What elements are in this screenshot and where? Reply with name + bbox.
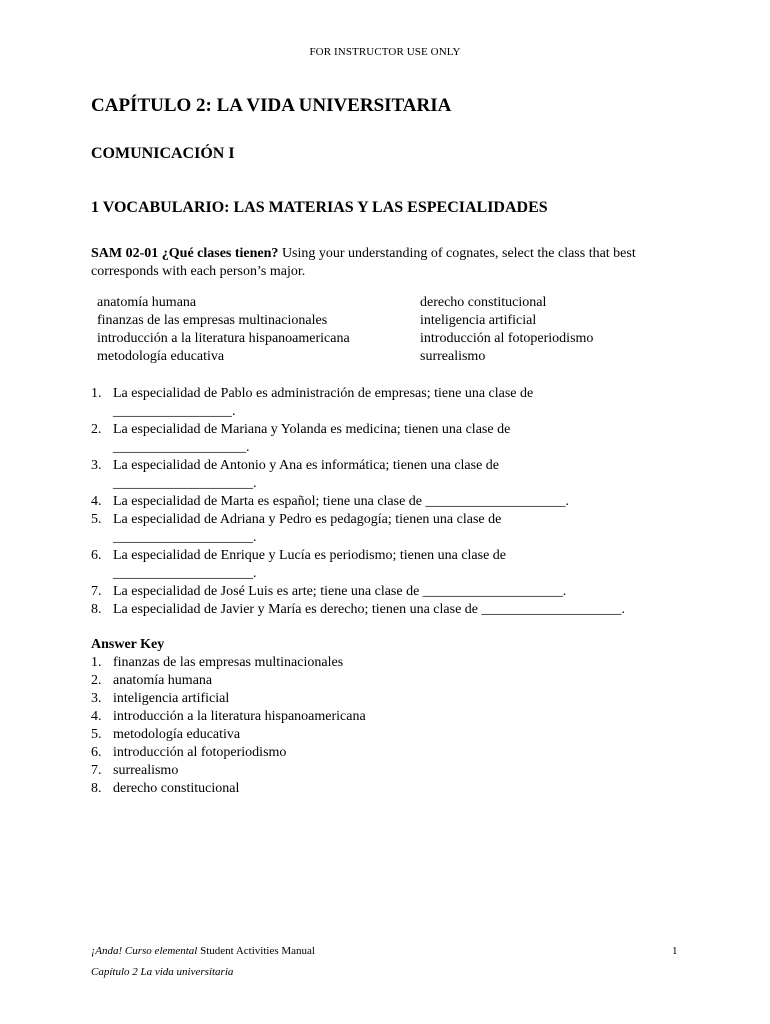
question-item <box>91 457 691 493</box>
question-text: La especialidad de Adriana y Pedro es pedagogía; tienen una clase de <box>113 512 502 527</box>
question-item <box>91 601 691 619</box>
word-bank-left-column <box>97 294 350 366</box>
question-item <box>91 547 691 583</box>
answer-text: finanzas de las empresas multinacionales <box>113 655 344 670</box>
answer-number: 4. <box>91 709 102 724</box>
question-number: 4. <box>91 494 102 509</box>
answer-number: 5. <box>91 727 102 742</box>
instructor-note: FOR INSTRUCTOR USE ONLY <box>309 46 461 58</box>
question-number: 3. <box>91 458 102 473</box>
answer-key <box>91 636 366 798</box>
question-item <box>91 421 691 457</box>
section-title: COMUNICACIÓN I <box>91 145 235 162</box>
footer-book-title <box>91 944 315 958</box>
answer-text: surrealismo <box>113 763 179 778</box>
answer-blank[interactable]: ____________________. <box>113 530 257 545</box>
answer-blank[interactable]: ___________________. <box>113 440 250 455</box>
answer-item <box>91 672 366 690</box>
question-text: La especialidad de Antonio y Ana es informática; tienen una clase de <box>113 458 500 473</box>
question-number: 1. <box>91 386 102 401</box>
word-bank-item: introducción al fotoperiodismo <box>420 331 594 346</box>
chapter-title: CAPÍTULO 2: LA VIDA UNIVERSITARIA <box>91 95 452 116</box>
answer-number: 2. <box>91 673 102 688</box>
answer-blank[interactable]: ____________________. <box>113 566 257 581</box>
answer-blank[interactable]: ____________________. <box>113 476 257 491</box>
answer-item <box>91 726 366 744</box>
word-bank-item: finanzas de las empresas multinacionales <box>97 313 328 328</box>
answer-number: 3. <box>91 691 102 706</box>
question-number: 7. <box>91 584 102 599</box>
question-list <box>91 385 691 619</box>
word-bank-item: introducción a la literatura hispanoamericana <box>97 331 350 346</box>
word-bank-right-column <box>420 294 593 366</box>
exercise-label: SAM 02-01 ¿Qué clases tienen? <box>91 246 279 261</box>
page-number: 1 <box>672 945 678 957</box>
question-number: 2. <box>91 422 102 437</box>
answer-item <box>91 690 366 708</box>
question-text[interactable]: La especialidad de Marta es español; tiene una clase de ____________________. <box>113 494 570 509</box>
answer-text: metodología educativa <box>113 727 241 742</box>
question-item <box>91 385 691 421</box>
answer-number: 1. <box>91 655 102 670</box>
answer-text: introducción a la literatura hispanoamericana <box>113 709 366 724</box>
answer-text: inteligencia artificial <box>113 691 230 706</box>
answer-text: introducción al fotoperiodismo <box>113 745 287 760</box>
question-number: 5. <box>91 512 102 527</box>
answer-number: 8. <box>91 781 102 796</box>
answer-number: 6. <box>91 745 102 760</box>
question-item <box>91 493 691 511</box>
question-item <box>91 511 691 547</box>
word-bank-item: inteligencia artificial <box>420 313 537 328</box>
footer-book-suffix: Student Activities Manual <box>197 945 315 957</box>
exercise-instructions <box>91 245 681 281</box>
answer-text: anatomía humana <box>113 673 213 688</box>
exercise-instruction-text: Using your understanding of cognates, select the class that best corresponds with each person’s major. <box>91 246 636 279</box>
answer-item <box>91 708 366 726</box>
word-bank-item: anatomía humana <box>97 295 197 310</box>
answer-item <box>91 762 366 780</box>
question-text: La especialidad de Pablo es administración de empresas; tiene una clase de <box>113 386 534 401</box>
question-item <box>91 583 691 601</box>
footer-chapter: Capítulo 2 La vida universitaria <box>91 966 234 978</box>
question-text[interactable]: La especialidad de Javier y María es derecho; tienen una clase de ____________________. <box>113 602 625 617</box>
answer-blank[interactable]: _________________. <box>113 404 236 419</box>
answer-number: 7. <box>91 763 102 778</box>
subsection-title: 1 VOCABULARIO: LAS MATERIAS Y LAS ESPECIALIDADES <box>91 199 548 216</box>
answer-text: derecho constitucional <box>113 781 240 796</box>
question-number: 8. <box>91 602 102 617</box>
answer-key-title: Answer Key <box>91 637 165 652</box>
question-text: La especialidad de Mariana y Yolanda es medicina; tienen una clase de <box>113 422 511 437</box>
question-text: La especialidad de Enrique y Lucía es periodismo; tienen una clase de <box>113 548 507 563</box>
answer-item <box>91 654 366 672</box>
word-bank-item: derecho constitucional <box>420 295 547 310</box>
word-bank-item: surrealismo <box>420 349 486 364</box>
answer-item <box>91 744 366 762</box>
word-bank-item: metodología educativa <box>97 349 225 364</box>
footer-book-name: ¡Anda! Curso elemental <box>91 945 198 957</box>
answer-item <box>91 780 366 798</box>
question-text[interactable]: La especialidad de José Luis es arte; tiene una clase de ____________________. <box>113 584 567 599</box>
question-number: 6. <box>91 548 102 563</box>
